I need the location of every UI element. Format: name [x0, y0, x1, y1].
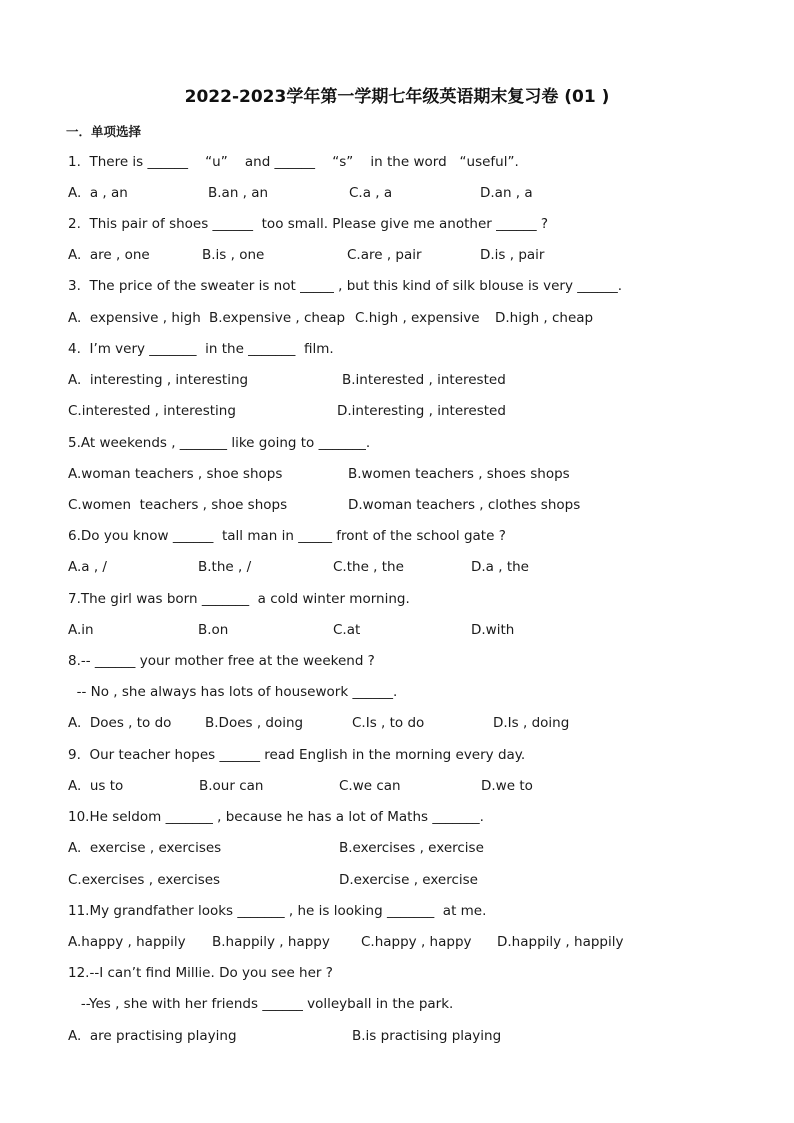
q3-option-d: D.high , cheap [495, 310, 594, 326]
q8-option-c: C.Is , to do [352, 715, 425, 731]
section-heading: 一．单项选择 [66, 124, 142, 139]
question-2-stem: 2. This pair of shoes ______ too small. Please give me another ______ ? [68, 216, 549, 232]
question-6-stem: 6.Do you know ______ tall man in _____ front of the school gate ? [68, 528, 506, 544]
q8-option-b: B.Does , doing [205, 715, 304, 731]
question-3-stem: 3. The price of the sweater is not _____ , but this kind of silk blouse is very ______. [68, 278, 623, 294]
q10-option-b: B.exercises , exercise [339, 840, 484, 856]
q4-option-b: B.interested , interested [342, 372, 506, 388]
q3-option-c: C.high , expensive [355, 310, 480, 326]
q12-option-b: B.is practising playing [352, 1028, 502, 1044]
q1-option-a: A. a , an [68, 185, 128, 201]
q8-option-a: A. Does , to do [68, 715, 172, 731]
q3-option-a: A. expensive , high [68, 310, 201, 326]
q11-option-b: B.happily , happy [212, 934, 330, 950]
question-1-stem: 1. There is ______ “u” and ______ “s” in the word “useful”. [68, 154, 519, 170]
q11-option-d: D.happily , happily [497, 934, 624, 950]
q5-option-c: C.women teachers , shoe shops [68, 497, 288, 513]
q6-option-c: C.the , the [333, 559, 404, 575]
q7-option-c: C.at [333, 622, 361, 638]
q10-option-c: C.exercises , exercises [68, 872, 221, 888]
q2-option-a: A. are , one [68, 247, 150, 263]
q6-option-b: B.the , / [198, 559, 252, 575]
question-11-stem: 11.My grandfather looks _______ , he is looking _______ at me. [68, 903, 487, 919]
question-8-stem-reply: -- No , she always has lots of housework ______. [68, 684, 398, 700]
q4-option-d: D.interesting , interested [337, 403, 506, 419]
q2-option-c: C.are , pair [347, 247, 422, 263]
q1-option-c: C.a , a [349, 185, 393, 201]
q2-option-d: D.is , pair [480, 247, 545, 263]
q2-option-b: B.is , one [202, 247, 265, 263]
q6-option-d: D.a , the [471, 559, 529, 575]
q8-option-d: D.Is , doing [493, 715, 570, 731]
question-12-stem: 12.--I can’t find Millie. Do you see her ? [68, 965, 333, 981]
q10-option-d: D.exercise , exercise [339, 872, 478, 888]
q5-option-d: D.woman teachers , clothes shops [348, 497, 581, 513]
q7-option-d: D.with [471, 622, 515, 638]
question-9-stem: 9. Our teacher hopes ______ read English in the morning every day. [68, 747, 526, 763]
q9-option-d: D.we to [481, 778, 533, 794]
q11-option-a: A.happy , happily [68, 934, 186, 950]
q3-option-b: B.expensive , cheap [209, 310, 346, 326]
q5-option-a: A.woman teachers , shoe shops [68, 466, 283, 482]
question-12-stem-reply: --Yes , she with her friends ______ volleyball in the park. [68, 996, 454, 1012]
question-5-stem: 5.At weekends , _______ like going to _______. [68, 435, 371, 451]
q4-option-c: C.interested , interesting [68, 403, 236, 419]
question-10-stem: 10.He seldom _______ , because he has a lot of Maths _______. [68, 809, 484, 825]
q4-option-a: A. interesting , interesting [68, 372, 249, 388]
q9-option-b: B.our can [199, 778, 264, 794]
q1-option-d: D.an , a [480, 185, 533, 201]
question-7-stem: 7.The girl was born _______ a cold winter morning. [68, 591, 410, 607]
q12-option-a: A. are practising playing [68, 1028, 237, 1044]
q1-option-b: B.an , an [208, 185, 269, 201]
q6-option-a: A.a , / [68, 559, 107, 575]
q9-option-a: A. us to [68, 778, 124, 794]
question-8-stem: 8.-- ______ your mother free at the weekend ? [68, 653, 375, 669]
page-title: 2022-2023学年第一学期七年级英语期末复习卷 (01 ) [184, 87, 610, 107]
q9-option-c: C.we can [339, 778, 401, 794]
q7-option-a: A.in [68, 622, 94, 638]
q10-option-a: A. exercise , exercises [68, 840, 222, 856]
q7-option-b: B.on [198, 622, 229, 638]
question-4-stem: 4. I’m very _______ in the _______ film. [68, 341, 334, 357]
q11-option-c: C.happy , happy [361, 934, 472, 950]
q5-option-b: B.women teachers , shoes shops [348, 466, 570, 482]
